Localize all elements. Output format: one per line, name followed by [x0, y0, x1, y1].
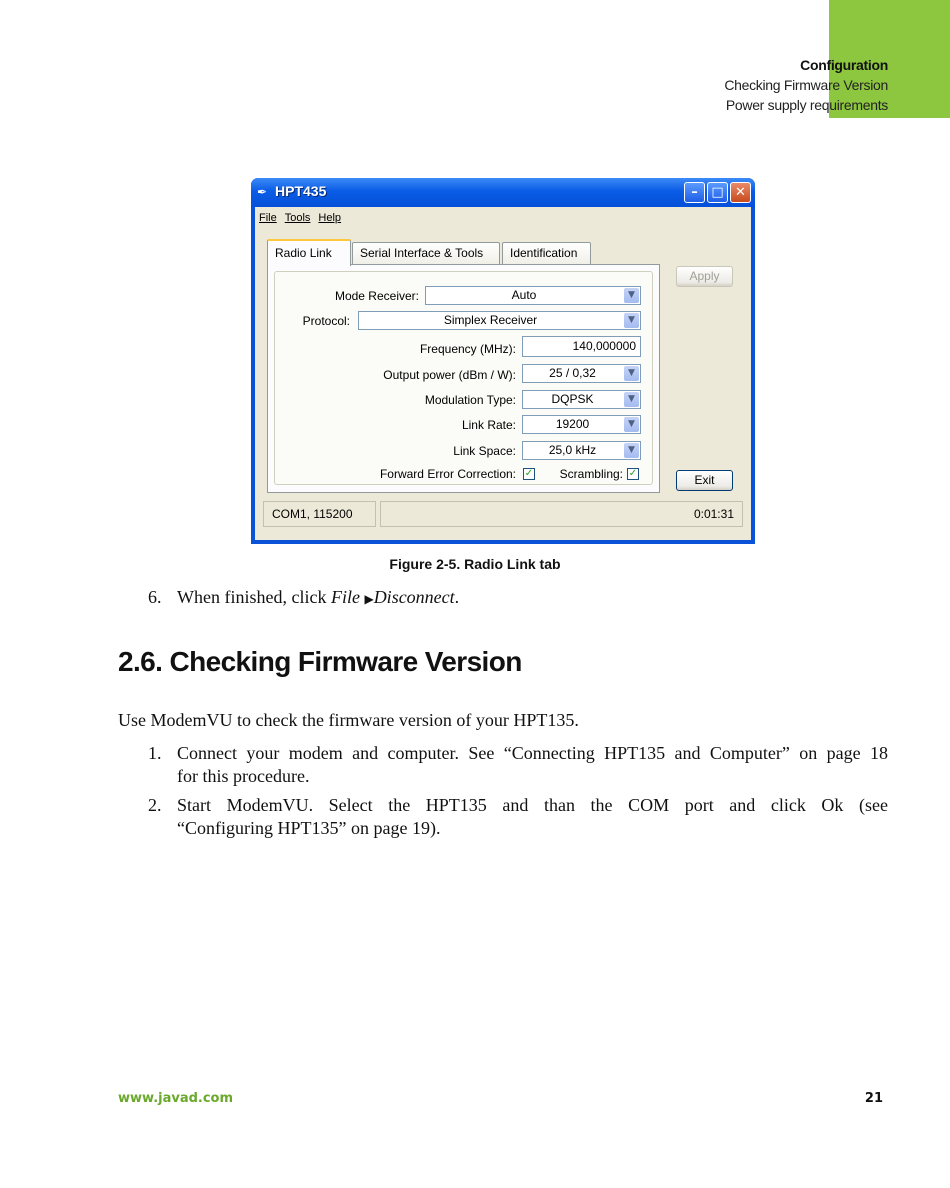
- checkmark-icon: ✓: [628, 468, 638, 479]
- running-header: [724, 55, 888, 115]
- link-space-label: Link Space:: [453, 444, 516, 458]
- link-rate-label: Link Rate:: [461, 418, 516, 432]
- chevron-down-icon: ▼: [624, 417, 639, 432]
- checkmark-icon: ✓: [524, 468, 534, 479]
- minimize-button[interactable]: [684, 182, 705, 203]
- tab-radio-link[interactable]: Radio Link: [267, 239, 351, 266]
- frequency-input[interactable]: 140,000000: [522, 336, 641, 357]
- modulation-select[interactable]: [522, 390, 641, 409]
- close-icon: ✕: [735, 185, 746, 200]
- link-rate-value: 19200: [555, 417, 590, 431]
- chevron-down-icon: ▼: [624, 313, 639, 328]
- fec-label: Forward Error Correction:: [379, 467, 516, 481]
- window-client: [255, 207, 751, 540]
- output-power-label: Output power (dBm / W):: [383, 368, 516, 382]
- step-2-line-2: “Configuring HPT135” on page 19).: [177, 818, 441, 838]
- chevron-down-icon: ▼: [624, 366, 639, 381]
- frequency-label: Frequency (MHz):: [419, 342, 516, 356]
- chevron-down-icon: ▼: [624, 443, 639, 458]
- link-rate-select[interactable]: [522, 415, 641, 434]
- step-6-number: 6.: [148, 587, 162, 607]
- close-button[interactable]: [730, 182, 751, 203]
- mode-receiver-value: Auto: [511, 288, 537, 302]
- header-line-3: Power supply requirements: [725, 97, 888, 113]
- chevron-down-icon: ▼: [624, 288, 639, 303]
- step-1-number: 1.: [148, 743, 162, 763]
- step-6-end: .: [454, 587, 460, 607]
- step-1-line-1: Connect your modem and computer. See “Connecting HPT135 and Computer” on page 18: [177, 743, 888, 763]
- protocol-label: Protocol:: [302, 314, 350, 328]
- protocol-value: Simplex Receiver: [443, 313, 538, 327]
- step-6-file: File: [330, 587, 360, 607]
- app-window: [251, 178, 755, 544]
- menu-tools[interactable]: Tools: [284, 212, 311, 224]
- chevron-down-icon: ▼: [624, 392, 639, 407]
- app-icon: ✒: [257, 185, 268, 199]
- protocol-select[interactable]: [358, 311, 641, 330]
- output-power-select[interactable]: [522, 364, 641, 383]
- modulation-value: DQPSK: [551, 392, 594, 406]
- title-bar: [251, 178, 755, 207]
- menu-arrow-icon: ▶: [364, 592, 374, 606]
- intro-paragraph: Use ModemVU to check the firmware version of your HPT135.: [118, 710, 579, 730]
- step-1-line-2: for this procedure.: [177, 766, 310, 786]
- link-space-select[interactable]: [522, 441, 641, 460]
- figure-caption: Figure 2-5. Radio Link tab: [389, 556, 561, 572]
- scrambling-label: Scrambling:: [559, 467, 623, 481]
- step-6-text: [177, 586, 459, 611]
- menu-bar: [259, 209, 349, 227]
- mode-receiver-select[interactable]: [425, 286, 641, 305]
- header-line-2: Checking Firmware Version: [724, 77, 888, 93]
- mode-receiver-label: Mode Receiver:: [334, 289, 419, 303]
- tab-serial-interface[interactable]: Serial Interface & Tools: [352, 242, 500, 264]
- exit-button[interactable]: Exit: [676, 470, 733, 491]
- section-heading: 2.6. Checking Firmware Version: [118, 646, 522, 677]
- step-2-number: 2.: [148, 795, 162, 815]
- window-title: HPT435: [275, 183, 327, 199]
- output-power-value: 25 / 0,32: [549, 366, 596, 380]
- step-6-action: Disconnect: [373, 587, 455, 607]
- modulation-label: Modulation Type:: [424, 393, 516, 407]
- scrambling-checkbox[interactable]: [627, 468, 639, 480]
- settings-group: [274, 271, 653, 485]
- status-port: COM1, 115200: [263, 501, 376, 527]
- minimize-icon: –: [691, 185, 698, 200]
- step-6-prefix: When finished, click: [177, 587, 331, 607]
- page-number: 21: [864, 1091, 883, 1106]
- status-time: 0:01:31: [380, 501, 743, 527]
- maximize-icon: □: [711, 185, 724, 200]
- apply-button[interactable]: Apply: [676, 266, 733, 287]
- tab-panel: [267, 264, 660, 493]
- header-section: Configuration: [800, 57, 888, 73]
- tab-identification[interactable]: Identification: [502, 242, 591, 264]
- footer-url[interactable]: www.javad.com: [118, 1091, 234, 1106]
- maximize-button[interactable]: [707, 182, 728, 203]
- link-space-value: 25,0 kHz: [548, 443, 597, 457]
- status-bar: [259, 499, 747, 531]
- menu-file[interactable]: File: [259, 212, 277, 224]
- fec-checkbox[interactable]: [523, 468, 535, 480]
- step-2-line-1: Start ModemVU. Select the HPT135 and than the COM port and click Ok (see: [177, 795, 888, 815]
- menu-help[interactable]: Help: [318, 212, 342, 224]
